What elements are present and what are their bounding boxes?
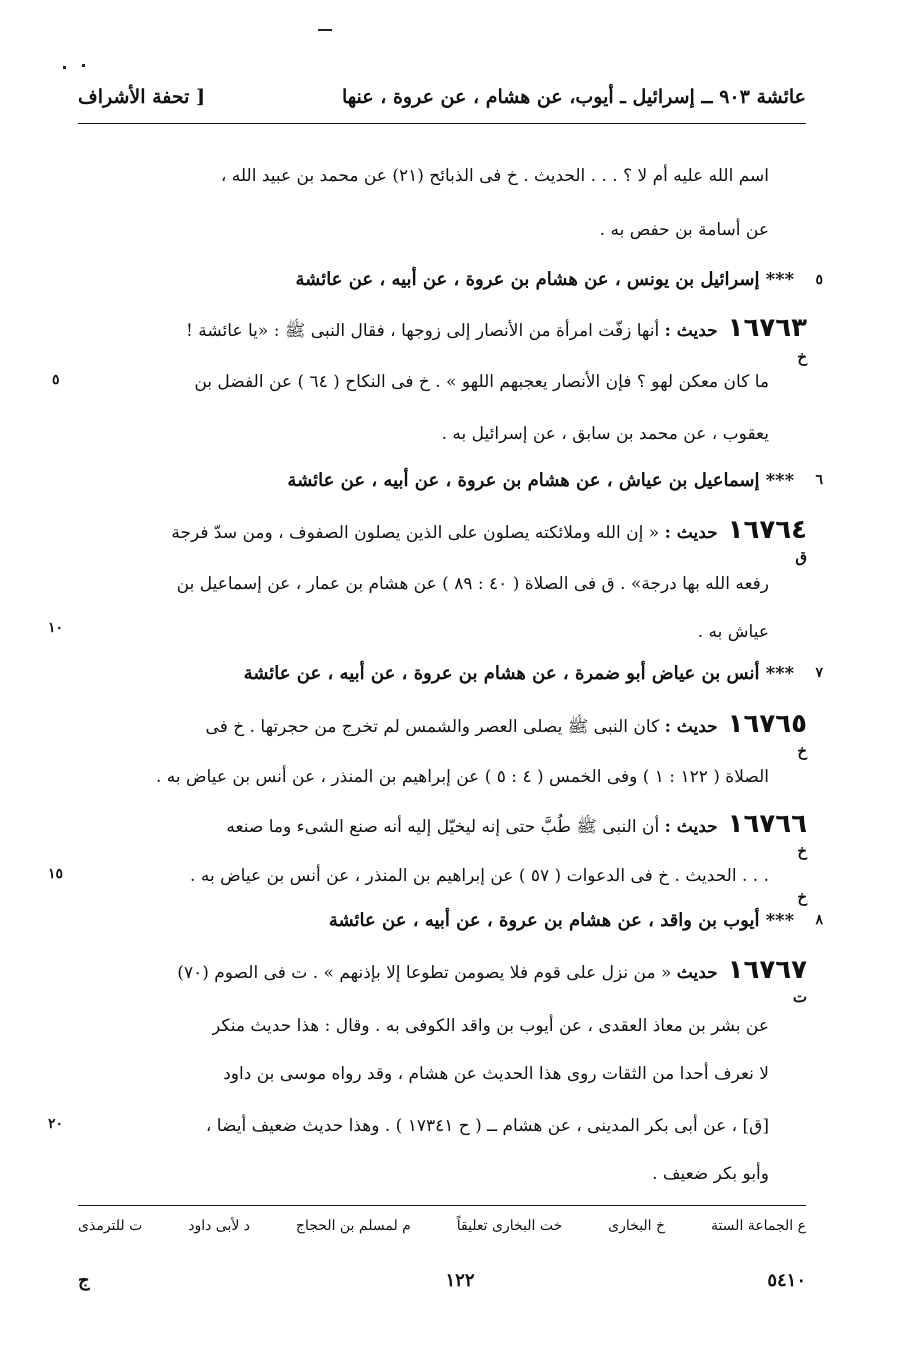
sheet-number: ٥٤١٠ <box>767 1270 806 1291</box>
margin-entry-number: ٧ <box>815 665 823 681</box>
text-line: الصلاة ( ١٢٢ : ١ ) وفى الخمس ( ٤ : ٥ ) عن إبراهيم بن المنذر ، عن أنس بن عياض به . <box>155 767 769 787</box>
siglum: خ <box>797 348 807 366</box>
hadith-number: ١٦٧٦٦ <box>727 810 807 839</box>
hadith-text: أنها زفّت امرأة من الأنصار إلى زوجها ، فقال النبى ﷺ : «يا عائشة ! <box>186 321 665 341</box>
siglum: خ <box>797 888 807 906</box>
legend-item: ع الجماعة الستة <box>710 1218 806 1234</box>
text-line: عن بشر بن معاذ العقدى ، عن أيوب بن واقد الكوفى به . وقال : هذا حديث منكر <box>211 1016 769 1036</box>
margin-line-number: ٥ <box>52 372 60 388</box>
hadith-label: حديث : <box>664 817 718 837</box>
margin-line-number: ١٠ <box>48 620 64 636</box>
margin-entry-number: ٦ <box>815 472 823 488</box>
legend-item: م لمسلم بن الحجاج <box>295 1218 411 1234</box>
text-line: عن أسامة بن حفص به . <box>599 220 769 240</box>
hadith-line <box>186 314 807 344</box>
hadith-number: ١٦٧٦٣ <box>727 314 807 343</box>
volume-mark: ج <box>78 1270 90 1291</box>
hadith-line <box>206 710 807 740</box>
chain-heading: *** أيوب بن واقد ، عن هشام بن عروة ، عن أبيه ، عن عائشة <box>328 910 794 931</box>
siglum: خ <box>797 842 807 860</box>
hadith-text: أن النبى ﷺ طُبَّ حتى إنه ليخيّل إليه أنه صنع الشىء وما صنعه <box>226 817 665 837</box>
text-line: لا نعرف أحدا من الثقات روى هذا الحديث عن هشام ، وقد رواه موسى بن داود <box>223 1064 769 1084</box>
text-line: رفعه الله بها درجة» . ق فى الصلاة ( ٤٠ : ٨٩ ) عن هشام بن عمار ، عن إسماعيل بن <box>176 574 769 594</box>
abbreviation-legend <box>78 1218 806 1244</box>
margin-entry-number: ٥ <box>815 272 823 288</box>
hadith-label: حديث : <box>664 321 718 341</box>
hadith-text: كان النبى ﷺ يصلى العصر والشمس لم تخرج من حجرتها . خ فى <box>205 717 665 737</box>
hadith-text: « من نزل على قوم فلا يصومن تطوعا إلا بإذنهم » . ت فى الصوم (٧٠) <box>177 963 677 983</box>
legend-item: ت للترمذى <box>78 1218 143 1234</box>
header-rule <box>78 123 806 124</box>
margin-entry-number: ٨ <box>815 912 823 928</box>
legend-item: خ البخارى <box>608 1218 666 1234</box>
hadith-line <box>171 516 807 546</box>
text-line: ما كان معكن لهو ؟ فإن الأنصار يعجبهم اللهو » . خ فى النكاح ( ٦٤ ) عن الفضل بن <box>194 372 769 392</box>
hadith-text: « إن الله وملائكته يصلون على الذين يصلون الصفوف ، ومن سدّ فرجة <box>171 523 665 543</box>
text-line: عياش به . <box>697 622 769 642</box>
siglum: ق <box>795 548 807 566</box>
chain-heading: *** إسماعيل بن عياش ، عن هشام بن عروة ، عن أبيه ، عن عائشة <box>287 470 794 491</box>
hadith-number: ١٦٧٦٤ <box>727 516 807 545</box>
hadith-line <box>177 956 807 986</box>
page-number: ١٢٢ <box>445 1270 475 1291</box>
hadith-number: ١٦٧٦٧ <box>727 956 807 985</box>
siglum: ت <box>792 988 807 1006</box>
hadith-label: حديث <box>676 963 718 983</box>
running-header <box>78 80 806 124</box>
hadith-line <box>226 810 807 840</box>
chain-heading: *** إسرائيل بن يونس ، عن هشام بن عروة ، عن أبيه ، عن عائشة <box>295 269 794 290</box>
print-mark <box>63 66 66 69</box>
hadith-label: حديث : <box>664 523 718 543</box>
legend-item: د لأبى داود <box>188 1218 251 1234</box>
hadith-label: حديث : <box>664 717 718 737</box>
footer-rule <box>78 1205 806 1206</box>
book-title: [ تحفة الأشراف <box>78 86 206 108</box>
legend-item: خت البخارى تعليقاً <box>456 1218 563 1234</box>
print-mark <box>318 29 332 31</box>
running-title: عائشة ٩٠٣ ــ إسرائيل ـ أيوب، عن هشام ، عن عروة ، عنها <box>342 86 806 108</box>
text-line: وأبو بكر ضعيف . <box>652 1164 769 1184</box>
print-mark <box>82 64 85 67</box>
text-line: [ق] ، عن أبى بكر المدينى ، عن هشام ــ ( ح ١٧٣٤١ ) . وهذا حديث ضعيف أيضا ، <box>205 1116 769 1136</box>
hadith-number: ١٦٧٦٥ <box>727 710 807 739</box>
chain-heading: *** أنس بن عياض أبو ضمرة ، عن هشام بن عروة ، عن أبيه ، عن عائشة <box>243 663 794 684</box>
margin-line-number: ٢٠ <box>48 1116 64 1132</box>
text-line: يعقوب ، عن محمد بن سابق ، عن إسرائيل به . <box>441 424 769 444</box>
margin-line-number: ١٥ <box>48 866 64 882</box>
siglum: خ <box>797 742 807 760</box>
text-line: اسم الله عليه أم لا ؟ . . . الحديث . خ فى الذبائح (٢١) عن محمد بن عبيد الله ، <box>220 166 769 186</box>
text-line: . . . الحديث . خ فى الدعوات ( ٥٧ ) عن إبراهيم بن المنذر ، عن أنس بن عياض به . <box>190 866 769 886</box>
